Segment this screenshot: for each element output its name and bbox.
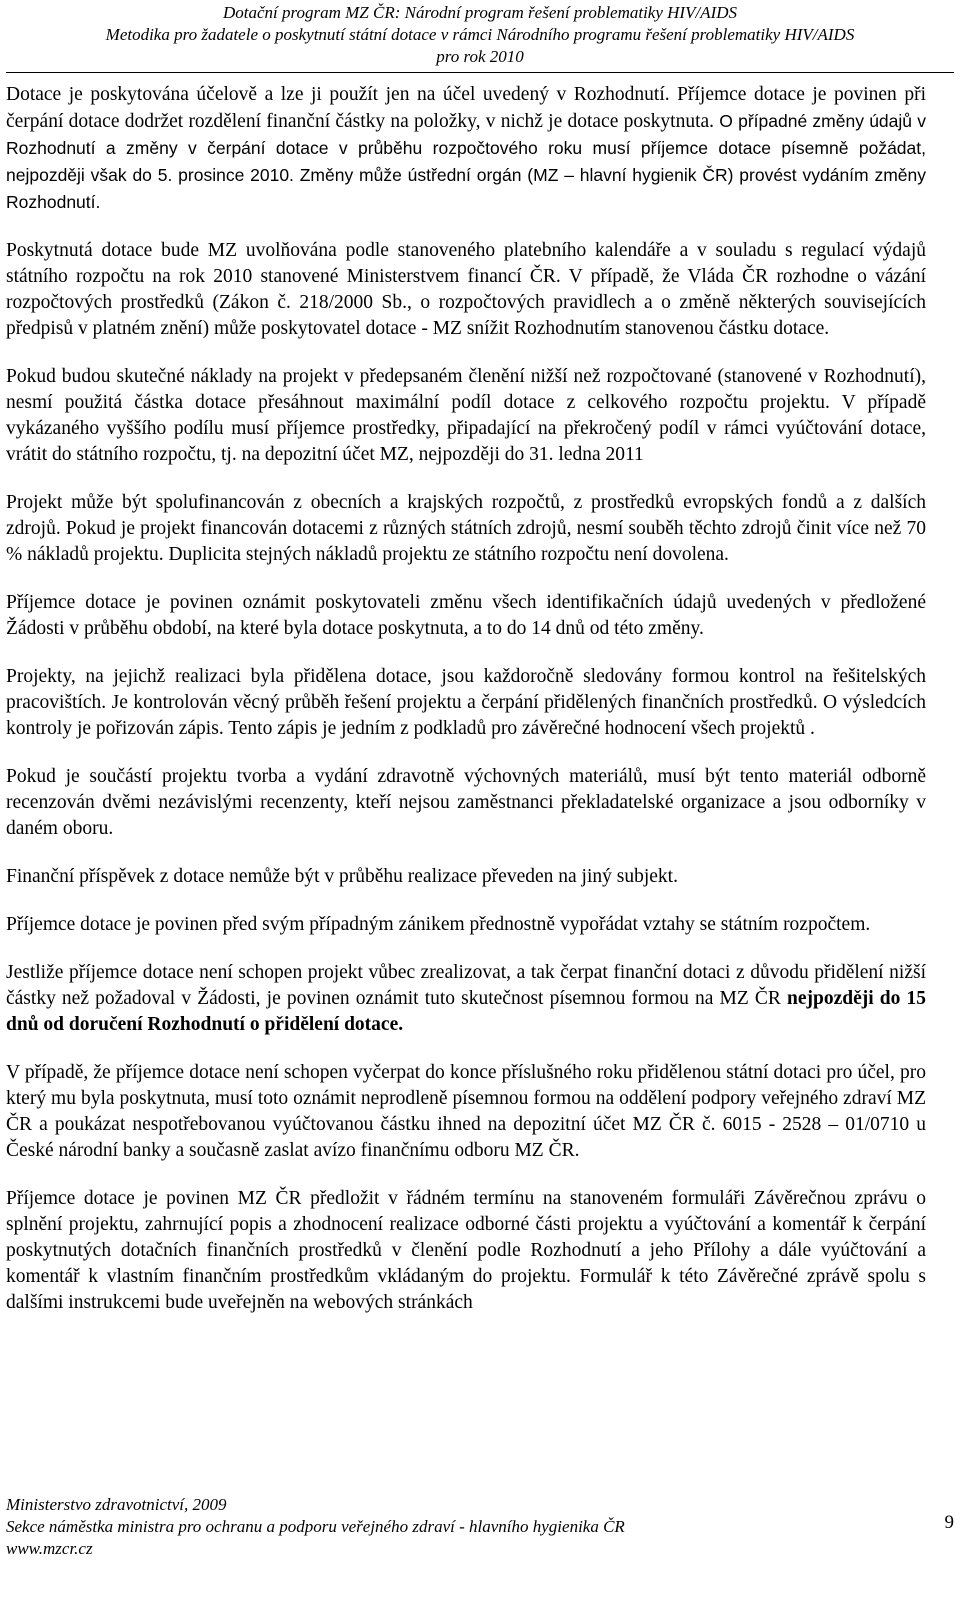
- running-header: [0, 2, 960, 68]
- running-footer: [6, 1494, 954, 1614]
- paragraph-non-realization-text: Jestliže příjemce dotace není schopen projekt vůbec zrealizovat, a tak čerpat finanční dotaci z důvodu přidělení nižší částky než požadoval v Žádosti, je povinen oznámit tuto skutečnost písemnou formou na MZ ČR: [6, 962, 926, 1009]
- header-divider: [6, 72, 954, 73]
- paragraph-cofinancing: Projekt může být spolufinancován z obecních a krajských rozpočtů, z prostředků evropských fondů a z dalších zdrojů. Pokud je projekt financován dotacemi z různých státních zdrojů, nesmí souběh těchto zdrojů činit více než 70 % nákladů projektu. Duplicita stejných nákladů projektu ze státního rozpočtu není dovolena.: [6, 492, 926, 565]
- paragraph-final-report: Příjemce dotace je povinen MZ ČR předložit v řádném termínu na stanoveném formuláři Závěrečnou zprávu o splnění projektu, zahrnující popis a zhodnocení realizace odborné části projektu a vyúčtování a komentář k čerpání poskytnutých dotačních finančních prostředků v členění podle Rozhodnutí a jeho Přílohy a dále vyúčtování a komentář k vlastním finančním prostředkům vkládaným do projektu. Formulář k této Závěrečné zprávě spolu s dalšími instrukcemi bude uveřejněn na webových stránkách: [6, 1188, 926, 1313]
- paragraph-purpose-serif: Dotace je poskytována účelově a lze ji použít jen na účel uvedený v Rozhodnutí. Příjemce dotace je povinen při čerpání dotace dodržet rozdělení finanční částky na položky, v nichž je dotace poskytnuta.: [6, 84, 926, 132]
- footer-ministry: Ministerstvo zdravotnictví, 2009: [6, 1495, 227, 1514]
- paragraph-non-realization: [6, 960, 926, 1038]
- paragraph-transfer: Finanční příspěvek z dotace nemůže být v průběhu realizace převeden na jiný subjekt.: [6, 866, 678, 887]
- paragraph-unused-funds: V případě, že příjemce dotace není schopen vyčerpat do konce příslušného roku přidělenou státní dotaci pro účel, pro který mu byla poskytnuta, musí toto oznámit neprodleně písemnou formou na oddělení podpory veřejného zdraví MZ ČR a poukázat nespotřebovanou vyúčtovanou částku ihned na depozitní účet MZ ČR č. 6015 - 2528 – 01/0710 u České národní banky a současně zaslat avízo finančnímu odboru MZ ČR.: [6, 1062, 926, 1161]
- footer-section: Sekce náměstka ministra pro ochranu a podporu veřejného zdraví - hlavního hygienika ČR: [6, 1517, 625, 1536]
- paragraph-costs: Pokud budou skutečné náklady na projekt v předepsaném členění nižší než rozpočtované (stanovené v Rozhodnutí), nesmí použitá částka dotace přesáhnout maximální podíl dotace z celkového rozpočtu projektu. V případě vykázaného vyššího podílu musí příjemce prostředky, připadající na překročený podíl v rámci vyúčtování dotace, vrátit do státního rozpočtu, tj. na depozitní účet MZ, nejpozději do 31. ledna 2011: [6, 366, 926, 465]
- paragraph-identification-change: Příjemce dotace je povinen oznámit poskytovateli změnu všech identifikačních údajů uvedených v předložené Žádosti v průběhu období, na které byla dotace poskytnuta, a to do 14 dnů od této změny.: [6, 592, 926, 639]
- header-methodology-title: Metodika pro žadatele o poskytnutí státní dotace v rámci Národního programu řešení problematiky HIV/AIDS: [105, 25, 855, 44]
- page-number: 9: [944, 1512, 954, 1533]
- paragraph-purpose-changes: O případné změny údajů v Rozhodnutí a změny v čerpání dotace v průběhu rozpočtového roku musí příjemce dotace písemně požádat, nejpozději však do 5. prosince 2010. Změny může ústřední orgán (MZ – hlavní hygienik ČR) provést vydáním změny Rozhodnutí.: [6, 111, 926, 212]
- header-program-title: Dotační program MZ ČR: Národní program řešení problematiky HIV/AIDS: [222, 3, 738, 22]
- paragraph-purpose: [6, 82, 926, 216]
- paragraph-controls: Projekty, na jejichž realizaci byla přidělena dotace, jsou každoročně sledovány formou kontrol na řešitelských pracovištích. Je kontrolován věcný průběh řešení projektu a čerpání přidělených finančních prostředků. O výsledcích kontroly je pořizován zápis. Tento zápis je jedním z podkladů pro závěrečné hodnocení všech projektů .: [6, 666, 926, 739]
- paragraph-materials-review: Pokud je součástí projektu tvorba a vydání zdravotně výchovných materiálů, musí být tento materiál odborně recenzován dvěmi nezávislými recenzenty, kteří nejsou zaměstnanci překladatelské organizace a jsou odborníky v daném oboru.: [6, 766, 926, 839]
- paragraph-non-realization-deadline: nejpozději do 15 dnů od doručení Rozhodnutí o přidělení dotace.: [6, 988, 926, 1035]
- paragraph-release: Poskytnutá dotace bude MZ uvolňována podle stanoveného platebního kalendáře a v souladu s regulací výdajů státního rozpočtu na rok 2010 stanovené Ministerstvem financí ČR. V případě, že Vláda ČR rozhodne o vázání rozpočtových prostředků (Zákon č. 218/2000 Sb., o rozpočtových pravidlech a o změně některých souvisejících předpisů v platném znění) může poskytovatel dotace - MZ snížit Rozhodnutím stanovenou částku dotace.: [6, 240, 926, 339]
- document-body: [6, 82, 926, 1338]
- footer-website: www.mzcr.cz: [6, 1539, 93, 1558]
- header-year: pro rok 2010: [436, 47, 524, 66]
- paragraph-dissolution: Příjemce dotace je povinen před svým případným zánikem přednostně vypořádat vztahy se státním rozpočtem.: [6, 914, 871, 935]
